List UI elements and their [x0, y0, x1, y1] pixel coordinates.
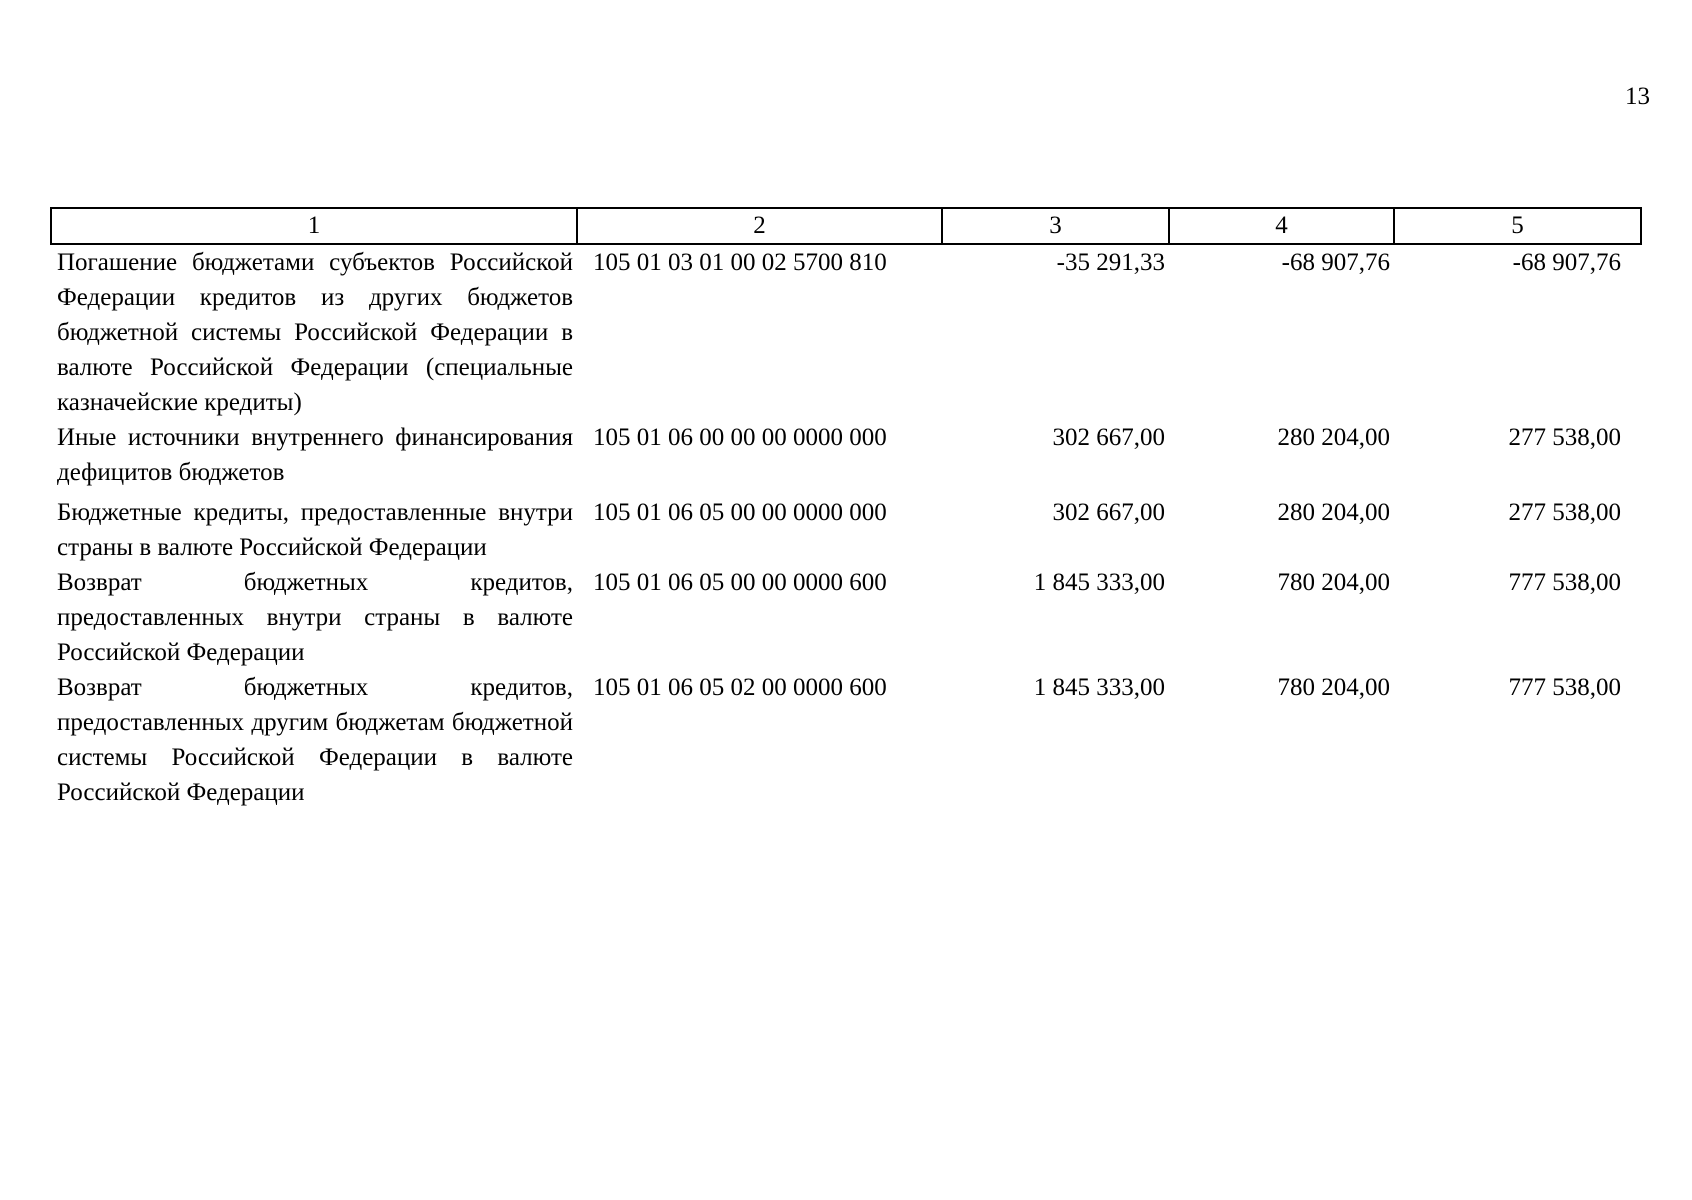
column-header-5: 5	[1394, 208, 1641, 244]
row-code: 105 01 06 05 00 00 0000 000	[593, 499, 887, 526]
row-name: Погашение бюджетами субъектов Российской Федерации кредитов из других бюджетов бюджетной системы Российской Федерации в валюте Российской Федерации (специальные казначейские кредиты)	[57, 249, 573, 416]
row-value-5: -68 907,76	[1512, 249, 1621, 276]
column-number-row	[51, 208, 1641, 244]
row-value-4: 780 204,00	[1277, 569, 1390, 596]
row-value-4: 280 204,00	[1277, 499, 1390, 526]
row-value-5: 777 538,00	[1508, 569, 1621, 596]
row-value-4: -68 907,76	[1281, 249, 1390, 276]
row-value-3: 302 667,00	[1052, 424, 1165, 451]
column-header-2: 2	[577, 208, 942, 244]
table-row	[51, 670, 1641, 810]
page-number: 13	[1625, 83, 1650, 110]
column-header-1: 1	[51, 208, 577, 244]
table-row	[51, 420, 1641, 495]
table-row	[51, 565, 1641, 670]
row-value-4: 780 204,00	[1277, 674, 1390, 701]
row-code: 105 01 03 01 00 02 5700 810	[593, 249, 887, 276]
table-row	[51, 495, 1641, 565]
row-value-3: 302 667,00	[1052, 499, 1165, 526]
column-header-4: 4	[1169, 208, 1394, 244]
row-value-5: 277 538,00	[1508, 499, 1621, 526]
budget-sources-table	[50, 207, 1642, 810]
row-value-3: -35 291,33	[1056, 249, 1165, 276]
row-value-3: 1 845 333,00	[1033, 674, 1165, 701]
column-header-3: 3	[942, 208, 1169, 244]
row-name: Бюджетные кредиты, предоставленные внутри страны в валюте Российской Федерации	[57, 499, 573, 561]
row-value-5: 277 538,00	[1508, 424, 1621, 451]
row-name: Возврат бюджетных кредитов, предоставленных другим бюджетам бюджетной системы Российской Федерации в валюте Российской Федерации	[57, 674, 573, 806]
row-code: 105 01 06 05 00 00 0000 600	[593, 569, 887, 596]
row-name: Иные источники внутреннего финансирования дефицитов бюджетов	[57, 424, 573, 486]
row-value-3: 1 845 333,00	[1033, 569, 1165, 596]
row-code: 105 01 06 05 02 00 0000 600	[593, 674, 887, 701]
table-row	[51, 244, 1641, 420]
row-code: 105 01 06 00 00 00 0000 000	[593, 424, 887, 451]
row-value-4: 280 204,00	[1277, 424, 1390, 451]
row-value-5: 777 538,00	[1508, 674, 1621, 701]
row-name: Возврат бюджетных кредитов, предоставленных внутри страны в валюте Российской Федерации	[57, 569, 573, 666]
